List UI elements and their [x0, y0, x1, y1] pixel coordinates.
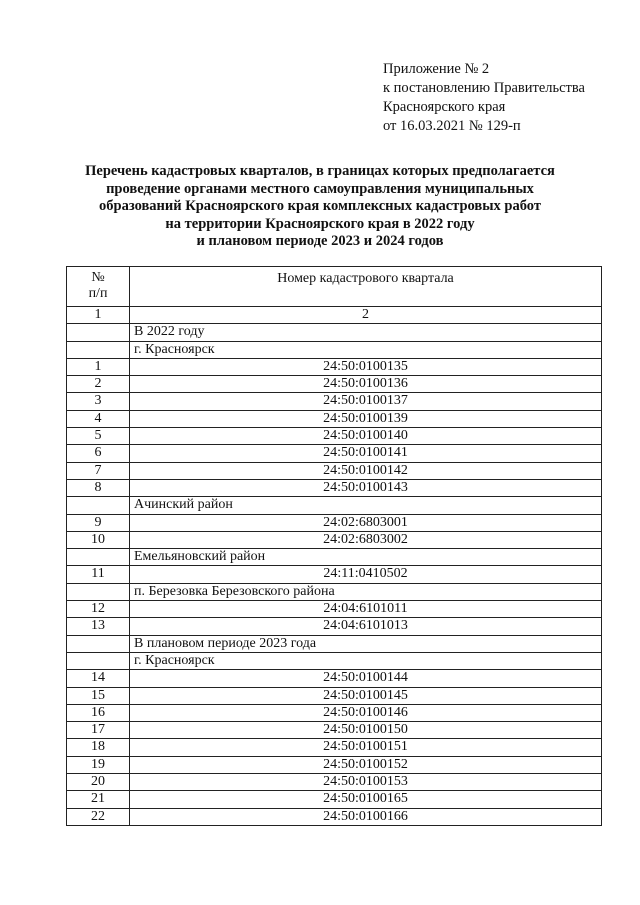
section-row	[67, 549, 602, 566]
row-number-cell: 12	[67, 601, 130, 618]
appendix-line: от 16.03.2021 № 129-п	[383, 118, 521, 134]
cadastral-number-cell: 24:02:6803002	[130, 531, 602, 548]
table-row	[67, 479, 602, 496]
row-number-cell: 1	[67, 358, 130, 375]
row-number-cell: 6	[67, 445, 130, 462]
table-row	[67, 791, 602, 808]
table-row	[67, 531, 602, 548]
cadastral-number-cell: 24:50:0100153	[130, 774, 602, 791]
section-label-cell: п. Березовка Березовского района	[130, 583, 602, 600]
empty-num-cell	[67, 497, 130, 514]
cadastral-number-cell: 24:50:0100165	[130, 791, 602, 808]
row-number-cell: 21	[67, 791, 130, 808]
cadastral-number-cell: 24:50:0100137	[130, 393, 602, 410]
empty-num-cell	[67, 341, 130, 358]
section-row	[67, 652, 602, 669]
row-number-cell: 10	[67, 531, 130, 548]
cadastral-number-cell: 24:50:0100144	[130, 670, 602, 687]
row-number-cell: 3	[67, 393, 130, 410]
section-row	[67, 341, 602, 358]
table-row	[67, 722, 602, 739]
table-row	[67, 462, 602, 479]
section-label-cell: В плановом периоде 2023 года	[130, 635, 602, 652]
empty-num-cell	[67, 583, 130, 600]
table-row	[67, 739, 602, 756]
cadastral-number-cell: 24:50:0100166	[130, 808, 602, 825]
table-row	[67, 808, 602, 825]
table-row	[67, 514, 602, 531]
empty-num-cell	[67, 652, 130, 669]
row-number-cell: 14	[67, 670, 130, 687]
table-row	[67, 601, 602, 618]
title-line: Перечень кадастровых кварталов, в границах которых предполагается	[85, 163, 555, 179]
empty-num-cell	[67, 635, 130, 652]
section-label-cell: Емельяновский район	[130, 549, 602, 566]
row-number-cell: 19	[67, 756, 130, 773]
cadastral-number-cell: 24:50:0100136	[130, 376, 602, 393]
cadastral-number-cell: 24:11:0410502	[130, 566, 602, 583]
row-number-cell: 4	[67, 410, 130, 427]
table-row	[67, 566, 602, 583]
empty-num-cell	[67, 549, 130, 566]
column-number-cell: 2	[130, 307, 602, 324]
cadastral-number-cell: 24:50:0100151	[130, 739, 602, 756]
table-row	[67, 618, 602, 635]
cadastral-number-cell: 24:50:0100139	[130, 410, 602, 427]
empty-num-cell	[67, 324, 130, 341]
appendix-block	[383, 60, 585, 136]
title-line: и плановом периоде 2023 и 2024 годов	[196, 233, 444, 249]
section-row	[67, 635, 602, 652]
section-label-cell: г. Красноярск	[130, 652, 602, 669]
header-num-line2: п/п	[88, 286, 108, 301]
row-number-cell: 7	[67, 462, 130, 479]
section-label-cell: г. Красноярск	[130, 341, 602, 358]
cadastral-number-cell: 24:50:0100145	[130, 687, 602, 704]
table-row	[67, 687, 602, 704]
document-title	[60, 163, 580, 251]
cadastral-number-cell: 24:50:0100143	[130, 479, 602, 496]
cadastral-number-cell: 24:04:6101011	[130, 601, 602, 618]
row-number-cell: 5	[67, 428, 130, 445]
table-row	[67, 670, 602, 687]
cadastral-number-cell: 24:50:0100152	[130, 756, 602, 773]
row-number-cell: 22	[67, 808, 130, 825]
cadastral-number-cell: 24:50:0100146	[130, 704, 602, 721]
row-number-cell: 17	[67, 722, 130, 739]
row-number-cell: 8	[67, 479, 130, 496]
table-row	[67, 704, 602, 721]
section-label-cell: Ачинский район	[130, 497, 602, 514]
row-number-cell: 20	[67, 774, 130, 791]
table-row	[67, 428, 602, 445]
section-row	[67, 497, 602, 514]
cadastral-number-cell: 24:50:0100142	[130, 462, 602, 479]
table-row	[67, 358, 602, 375]
table-row	[67, 445, 602, 462]
title-line: на территории Красноярского края в 2022 году	[165, 215, 475, 232]
table-header-row	[67, 267, 602, 307]
column-number-cell: 1	[67, 307, 130, 324]
appendix-line: Приложение № 2	[383, 61, 490, 77]
row-number-cell: 16	[67, 704, 130, 721]
cadastral-number-cell: 24:04:6101013	[130, 618, 602, 635]
table-row	[67, 376, 602, 393]
cadastral-quarters-table	[66, 266, 602, 826]
section-row	[67, 324, 602, 341]
cadastral-number-cell: 24:50:0100150	[130, 722, 602, 739]
cadastral-number-cell: 24:50:0100141	[130, 445, 602, 462]
title-line: образований Красноярского края комплексных кадастровых работ	[99, 198, 541, 214]
table-row	[67, 774, 602, 791]
table-row	[67, 410, 602, 427]
cadastral-number-cell: 24:50:0100140	[130, 428, 602, 445]
row-number-cell: 15	[67, 687, 130, 704]
table-row	[67, 393, 602, 410]
title-line: проведение органами местного самоуправления муниципальных	[106, 180, 534, 197]
header-num-cell	[67, 267, 130, 307]
row-number-cell: 18	[67, 739, 130, 756]
column-numbers-row	[67, 307, 602, 324]
table-body	[67, 267, 602, 826]
header-code-cell: Номер кадастрового квартала	[130, 267, 602, 307]
section-label-cell: В 2022 году	[130, 324, 602, 341]
appendix-line: к постановлению Правительства	[383, 80, 585, 96]
cadastral-number-cell: 24:02:6803001	[130, 514, 602, 531]
cadastral-number-cell: 24:50:0100135	[130, 358, 602, 375]
row-number-cell: 13	[67, 618, 130, 635]
row-number-cell: 2	[67, 376, 130, 393]
row-number-cell: 9	[67, 514, 130, 531]
header-num-line1: №	[91, 270, 105, 285]
section-row	[67, 583, 602, 600]
table-row	[67, 756, 602, 773]
appendix-line: Красноярского края	[383, 99, 506, 115]
row-number-cell: 11	[67, 566, 130, 583]
